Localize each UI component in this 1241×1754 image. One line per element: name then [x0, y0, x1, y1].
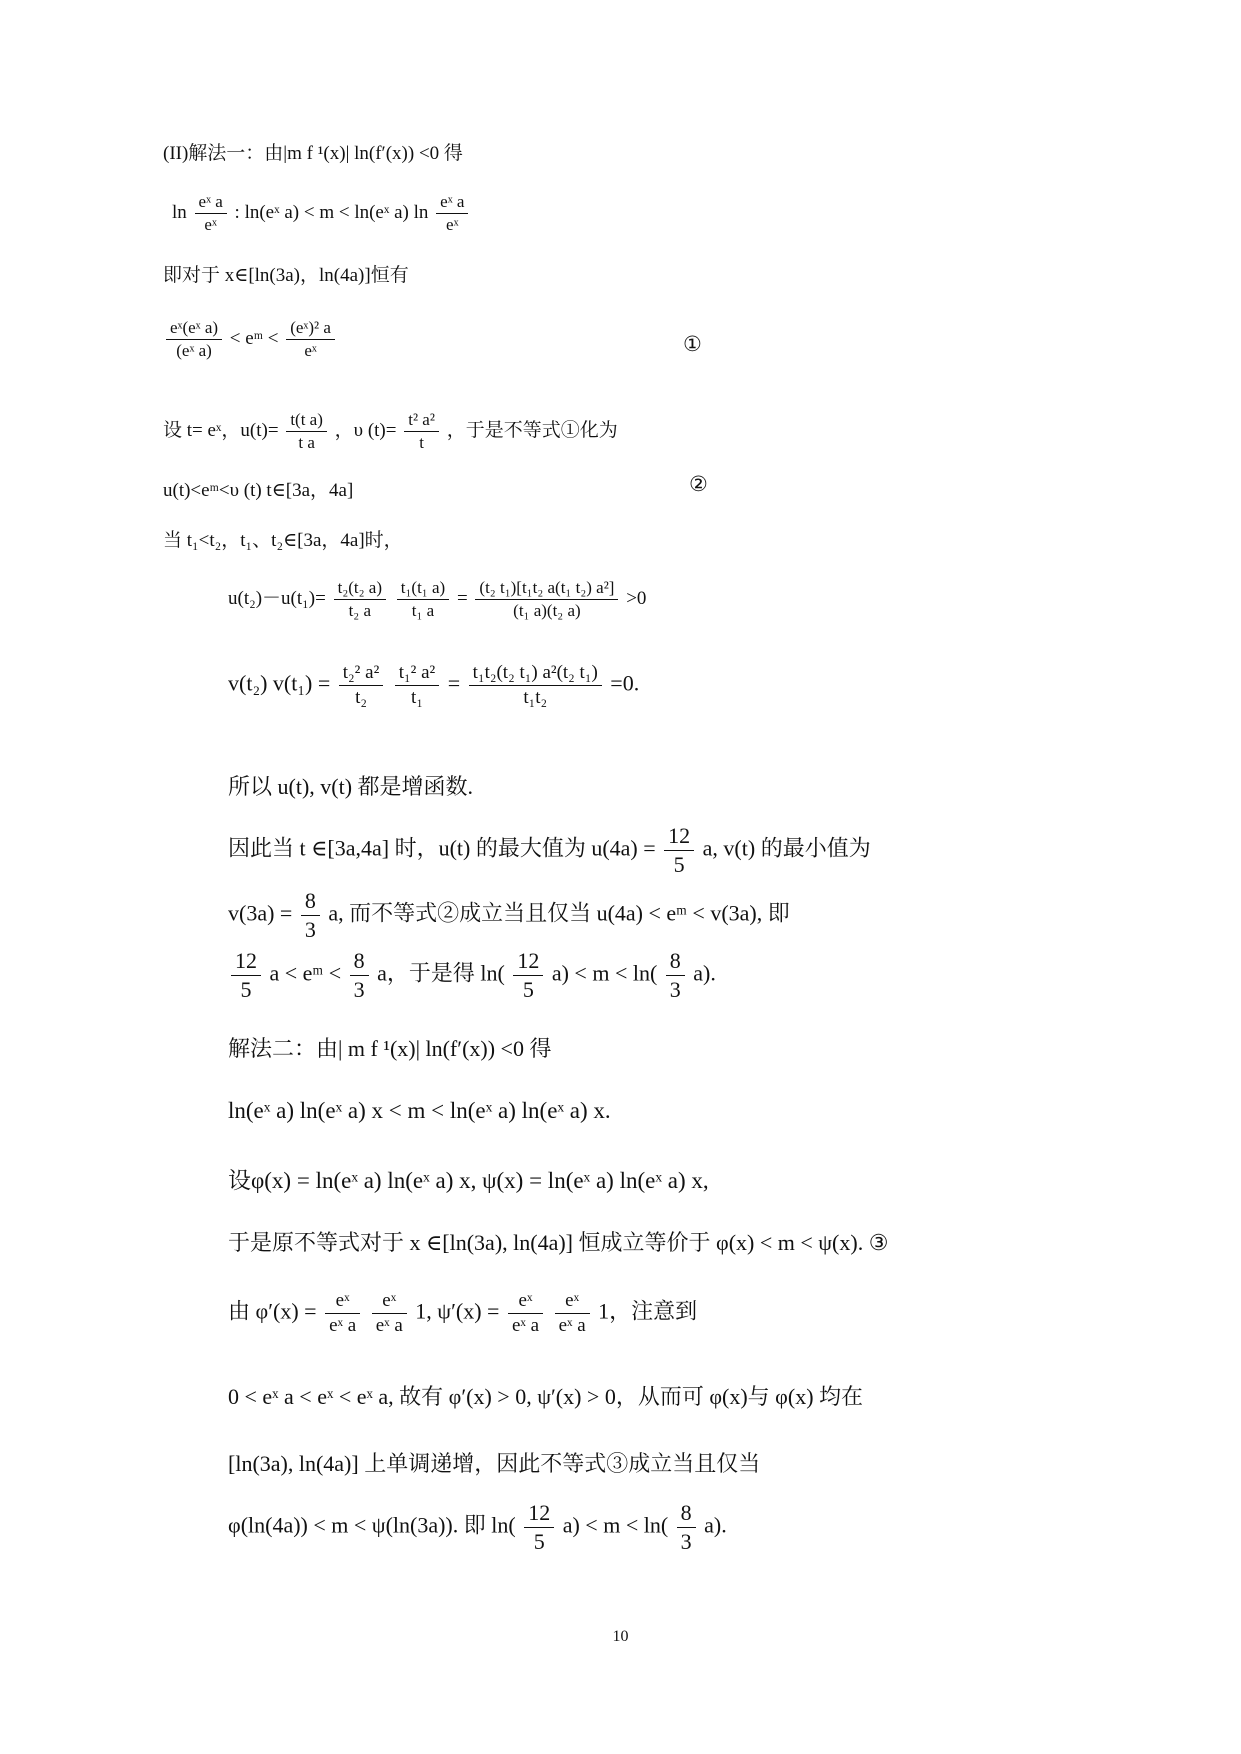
- inline-text: 设 t= eˣ，u(t)=: [163, 419, 279, 441]
- text-line-14: 解法二：由| m f ¹(x)| ln(f′(x)) <0 得: [228, 1036, 552, 1061]
- fraction: $\frac{8}{3}$: [350, 948, 369, 1003]
- fraction: $\frac{\text{t² a²}}{t}$: [404, 410, 439, 453]
- inline-text: a).: [693, 960, 716, 986]
- inline-text: 由 φ′(x) =: [228, 1298, 317, 1324]
- inline-text: 因此当 t ∈[3a,4a] 时，u(t) 的最大值为 u(4a) =: [228, 835, 656, 861]
- inline-text: v(3a) =: [228, 900, 293, 926]
- inline-text: =0.: [610, 670, 640, 696]
- text-line-4: [163, 318, 338, 361]
- fraction: $\frac{\text{eˣ}}{\text{eˣ a}}$: [325, 1290, 360, 1337]
- fraction: $\frac{\text{(t₂ t₁)[t₁t₂ a(t₁ t₂) a²]}}{\text{(t₁ a)(t₂ a)}}$: [475, 578, 618, 621]
- text-line-5: [163, 410, 618, 453]
- text-line-15: ln(eˣ a) ln(eˣ a) x < m < ln(eˣ a) ln(eˣ a) x.: [228, 1098, 611, 1123]
- fraction: $\frac{\text{t₂² a²}}{\text{t₂}}$: [339, 662, 383, 709]
- fraction: $\frac{\text{eˣ}}{\text{eˣ a}}$: [372, 1290, 407, 1337]
- inline-text: 1，注意到: [598, 1298, 698, 1324]
- inline-text: a < eᵐ <: [269, 960, 342, 986]
- text-line-12: [228, 888, 790, 943]
- inline-text: a) < m < ln(: [551, 960, 658, 986]
- text-line-9: [228, 662, 639, 709]
- text-line-2: [172, 192, 471, 235]
- text-line-3: 即对于 x∈[ln(3a)，ln(4a)]恒有: [163, 265, 409, 286]
- text-line-13: [228, 948, 716, 1003]
- circled-number-marker: ②: [689, 472, 708, 496]
- text-line-19: 0 < eˣ a < eˣ < eˣ a, 故有 φ′(x) > 0, ψ′(x) > 0，从而可 φ(x)与 φ(x) 均在: [228, 1384, 864, 1409]
- inline-text: >0: [626, 587, 647, 609]
- text-line-8: [228, 578, 646, 621]
- fraction: $\frac{\text{t₁² a²}}{\text{t₁}}$: [395, 662, 439, 709]
- page-number: 10: [612, 1628, 629, 1645]
- inline-text: a).: [704, 1512, 727, 1538]
- fraction: $\frac{\text{(eˣ)² a}}{\text{eˣ}}$: [286, 318, 335, 361]
- text-line-7: 当 t₁<t₂，t₁、t₂∈[3a，4a]时，: [163, 530, 403, 551]
- inline-text: φ(ln(4a)) < m < ψ(ln(3a)). 即 ln(: [228, 1512, 516, 1538]
- fraction: $\frac{8}{3}$: [301, 888, 320, 943]
- inline-text: 1, ψ′(x) =: [415, 1298, 500, 1324]
- text-line-11: [228, 823, 871, 878]
- fraction: $\frac{8}{3}$: [677, 1500, 696, 1555]
- inline-text: ，υ (t)=: [334, 419, 397, 441]
- text-line-1: (II)解法一：由|m f ¹(x)| ln(f′(x)) <0 得: [163, 143, 463, 164]
- fraction: $\frac{\text{eˣ a}}{\text{eˣ}}$: [436, 192, 468, 235]
- text-line-17: 于是原不等式对于 x ∈[ln(3a), ln(4a)] 恒成立等价于 φ(x) < m < ψ(x). ③: [228, 1230, 889, 1255]
- text-line-10: 所以 u(t), v(t) 都是增函数.: [228, 774, 474, 799]
- fraction: $\frac{12}{5}$: [513, 948, 543, 1003]
- fraction: $\frac{12}{5}$: [664, 823, 694, 878]
- fraction: $\frac{\text{eˣ}}{\text{eˣ a}}$: [508, 1290, 543, 1337]
- inline-text: =: [456, 587, 473, 609]
- inequality-text: : ln(eˣ a) < m < ln(eˣ a) ln: [234, 201, 429, 223]
- text-line-21: [228, 1500, 727, 1555]
- ln-label: ln: [172, 201, 187, 223]
- fraction: $\frac{\text{eˣ a}}{\text{eˣ}}$: [195, 192, 227, 235]
- inline-text: a, 而不等式②成立当且仅当 u(4a) < eᵐ < v(3a), 即: [328, 900, 790, 926]
- fraction: $\frac{\text{eˣ(eˣ a)}}{\text{(eˣ a)}}$: [166, 318, 222, 361]
- text-line-18: [228, 1290, 697, 1337]
- fraction: $\frac{\text{t₂(t₂ a)}}{\text{t₂ a}}$: [334, 578, 386, 621]
- inline-text: a) < m < ln(: [562, 1512, 669, 1538]
- inline-text: a，于是得 ln(: [377, 960, 505, 986]
- fraction: $\frac{12}{5}$: [231, 948, 261, 1003]
- fraction: $\frac{\text{t(t a)}}{\text{t a}}$: [286, 410, 327, 453]
- text-line-20: [ln(3a), ln(4a)] 上单调递增，因此不等式③成立当且仅当: [228, 1451, 761, 1476]
- fraction: $\frac{\text{eˣ}}{\text{eˣ a}}$: [555, 1290, 590, 1337]
- fraction: $\frac{8}{3}$: [666, 948, 685, 1003]
- inline-text: a, v(t) 的最小值为: [702, 835, 871, 861]
- fraction: $\frac{\text{t₁(t₁ a)}}{\text{t₁ a}}$: [397, 578, 449, 621]
- circled-number-marker: ①: [683, 332, 702, 356]
- inline-text: ，于是不等式①化为: [446, 419, 618, 441]
- fraction: $\frac{12}{5}$: [524, 1500, 554, 1555]
- inequality-text: < eᵐ <: [229, 327, 284, 349]
- inline-text: =: [447, 670, 466, 696]
- inline-text: u(t₂)－u(t₁)=: [228, 587, 326, 609]
- inline-text: v(t₂) v(t₁) =: [228, 670, 331, 696]
- fraction: $\frac{\text{t₁t₂(t₂ t₁) a²(t₂ t₁)}}{\text{t₁t₂}}$: [469, 662, 602, 709]
- text-line-16: 设φ(x) = ln(eˣ a) ln(eˣ a) x, ψ(x) = ln(eˣ a) ln(eˣ a) x,: [228, 1168, 709, 1193]
- text-line-6: u(t)<eᵐ<υ (t) t∈[3a，4a]: [163, 480, 354, 501]
